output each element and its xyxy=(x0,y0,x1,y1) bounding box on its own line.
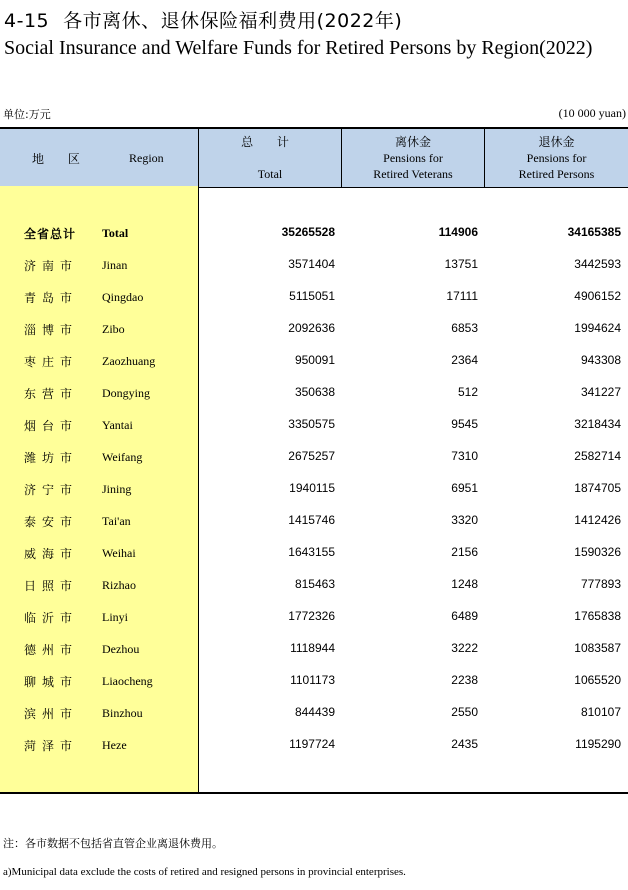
region-en: Yantai xyxy=(102,418,133,432)
region-en: Rizhao xyxy=(102,578,136,592)
page-title-cn xyxy=(4,6,402,33)
cell-retired: 3218434 xyxy=(574,417,621,431)
cell-veterans: 6951 xyxy=(451,481,478,495)
table-row xyxy=(0,602,628,634)
header-veterans-en-line2: Retired Veterans xyxy=(373,167,453,181)
cell-veterans: 3222 xyxy=(451,641,478,655)
table-row xyxy=(0,538,628,570)
cell-veterans: 6853 xyxy=(451,321,478,335)
table-header xyxy=(0,127,628,188)
header-retired-en-line1: Pensions for xyxy=(526,151,587,165)
cell-retired: 777893 xyxy=(580,577,621,591)
cell-total: 35265528 xyxy=(281,225,335,239)
page-title-en: Social Insurance and Welfare Funds for Retired Persons by Region(2022) xyxy=(4,37,593,59)
cell-total: 2675257 xyxy=(288,449,335,463)
unit-label-cn: 单位:万元 xyxy=(3,108,51,121)
cell-retired: 1874705 xyxy=(574,481,621,495)
region-cn: 聊城市 xyxy=(24,675,79,689)
header-total-en: Total xyxy=(257,167,283,181)
cell-total: 950091 xyxy=(294,353,335,367)
cell-veterans: 9545 xyxy=(451,417,478,431)
cell-total: 1940115 xyxy=(289,481,335,495)
header-total xyxy=(199,129,342,187)
region-cn: 潍坊市 xyxy=(24,451,79,465)
cell-veterans: 512 xyxy=(457,385,478,399)
region-en: Dezhou xyxy=(102,642,140,656)
region-cn: 威海市 xyxy=(24,547,79,561)
region-en: Jining xyxy=(102,482,132,496)
cell-veterans: 6489 xyxy=(451,609,478,623)
region-cn: 日照市 xyxy=(24,579,79,593)
region-en: Total xyxy=(102,226,129,240)
table-row xyxy=(0,250,628,282)
cell-retired: 1590326 xyxy=(574,545,621,559)
table-bottom-rule xyxy=(0,792,628,794)
table-row xyxy=(0,506,628,538)
cell-total: 1643155 xyxy=(288,545,335,559)
region-cn: 枣庄市 xyxy=(24,355,79,369)
cell-total: 815463 xyxy=(294,577,335,591)
footnote-cn: 注：各市数据不包括省直管企业离退休费用。 xyxy=(3,837,223,850)
cell-total: 1197724 xyxy=(289,737,335,751)
cell-veterans: 17111 xyxy=(446,289,478,303)
cell-veterans: 3320 xyxy=(451,513,478,527)
region-en: Tai'an xyxy=(102,514,131,528)
cell-retired: 1083587 xyxy=(574,641,621,655)
region-cn: 东营市 xyxy=(24,387,79,401)
cell-retired: 3442593 xyxy=(574,257,621,271)
region-en: Linyi xyxy=(102,610,128,624)
header-region-en: Region xyxy=(129,151,164,165)
cell-total: 1118944 xyxy=(290,641,335,655)
region-cn: 济南市 xyxy=(24,259,79,273)
region-en: Weifang xyxy=(102,450,143,464)
cell-retired: 1765838 xyxy=(574,609,621,623)
region-cn: 泰安市 xyxy=(24,515,79,529)
header-veterans-cn: 离休金 xyxy=(394,135,431,149)
cell-total: 3350575 xyxy=(288,417,335,431)
region-cn: 临沂市 xyxy=(24,611,79,625)
region-en: Binzhou xyxy=(102,706,143,720)
region-en: Jinan xyxy=(102,258,128,272)
cell-total: 5115051 xyxy=(289,289,335,303)
header-total-cn: 总 计 xyxy=(241,135,299,149)
cell-veterans: 114906 xyxy=(438,225,478,239)
region-en: Liaocheng xyxy=(102,674,153,688)
table-number: 4-15 xyxy=(4,10,50,32)
cell-total: 1101173 xyxy=(290,673,335,687)
cell-veterans: 13751 xyxy=(444,257,478,271)
region-cn: 滨州市 xyxy=(24,707,79,721)
region-en: Heze xyxy=(102,738,127,752)
cell-veterans: 2435 xyxy=(451,737,478,751)
cell-total: 3571404 xyxy=(288,257,335,271)
region-en: Qingdao xyxy=(102,290,144,304)
region-en: Zibo xyxy=(102,322,125,336)
cell-retired: 4906152 xyxy=(574,289,621,303)
cell-veterans: 1248 xyxy=(451,577,478,591)
table-row-total xyxy=(0,218,628,250)
footnote-en: a)Municipal data exclude the costs of retired and resigned persons in provincial enterprises. xyxy=(3,866,406,878)
region-cn: 全省总计 xyxy=(24,227,77,241)
cell-retired: 2582714 xyxy=(574,449,621,463)
table-row xyxy=(0,666,628,698)
table-row xyxy=(0,378,628,410)
cell-total: 2092636 xyxy=(288,321,335,335)
unit-label-en: (10 000 yuan) xyxy=(558,106,626,120)
cell-veterans: 7310 xyxy=(451,449,478,463)
header-veterans xyxy=(342,129,485,187)
table-row xyxy=(0,314,628,346)
table-row xyxy=(0,730,628,762)
cell-total: 350638 xyxy=(294,385,335,399)
table-row xyxy=(0,634,628,666)
region-en: Dongying xyxy=(102,386,150,400)
header-retired-cn: 退休金 xyxy=(538,135,575,149)
cell-retired: 1412426 xyxy=(574,513,621,527)
header-veterans-en-line1: Pensions for xyxy=(383,151,443,165)
region-en: Weihai xyxy=(102,546,136,560)
cell-veterans: 2156 xyxy=(451,545,478,559)
cell-total: 1772326 xyxy=(288,609,335,623)
cell-retired: 34165385 xyxy=(567,225,621,239)
table-body xyxy=(0,218,628,762)
cell-retired: 1195290 xyxy=(575,737,621,751)
table-row xyxy=(0,410,628,442)
header-retired xyxy=(485,129,628,187)
cell-veterans: 2550 xyxy=(451,705,478,719)
region-cn: 德州市 xyxy=(24,643,79,657)
cell-retired: 1994624 xyxy=(574,321,621,335)
table-row xyxy=(0,442,628,474)
header-retired-en-line2: Retired Persons xyxy=(518,167,595,181)
table-row xyxy=(0,570,628,602)
cell-total: 844439 xyxy=(294,705,335,719)
cell-retired: 1065520 xyxy=(574,673,621,687)
cell-retired: 810107 xyxy=(580,705,621,719)
cell-veterans: 2238 xyxy=(451,673,478,687)
region-cn: 淄博市 xyxy=(24,323,79,337)
table-row xyxy=(0,346,628,378)
cell-retired: 341227 xyxy=(580,385,621,399)
region-cn: 济宁市 xyxy=(24,483,79,497)
title-cn-text: 各市离休、退休保险福利费用(2022年) xyxy=(63,10,403,32)
region-cn: 青岛市 xyxy=(24,291,79,305)
cell-veterans: 2364 xyxy=(451,353,478,367)
region-cn: 烟台市 xyxy=(24,419,79,433)
cell-total: 1415746 xyxy=(288,513,335,527)
table-row xyxy=(0,474,628,506)
header-region xyxy=(0,129,199,187)
table-row xyxy=(0,698,628,730)
cell-retired: 943308 xyxy=(580,353,621,367)
header-region-cn: 地 区 xyxy=(32,152,90,166)
region-cn: 菏泽市 xyxy=(24,739,79,753)
table-row xyxy=(0,282,628,314)
region-en: Zaozhuang xyxy=(102,354,156,368)
